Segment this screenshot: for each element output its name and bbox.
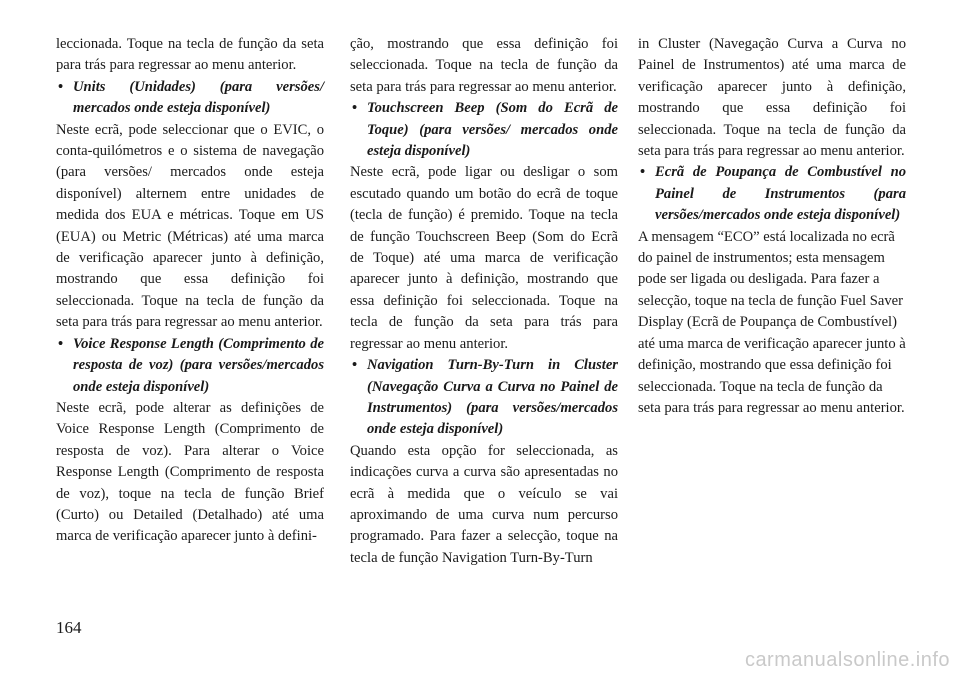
page-number: 164	[56, 618, 82, 637]
paragraph: Quando esta opção for seleccionada, as indicações curva a curva são apresentadas no ecrã à medida que o veículo se vai aproximando de uma curva num percurso programado. Para fazer a selecção, toque na tecla de função Navigation Turn-By-Turn	[350, 442, 618, 566]
section-heading-touchscreen-beep: • Touchscreen Beep (Som do Ecrã de Toque) (para versões/ mercados onde esteja disponível)	[350, 98, 618, 162]
paragraph: Neste ecrã, pode seleccionar que o EVIC, o conta-quilómetros e o sistema de navegação (para versões/ mercados onde esteja disponível) alternem entre unidades de medida dos EUA e métricas. Toque em US (EUA) ou Metric (Métricas) até uma marca de verificação aparecer junto à definição, mostrando que essa definição foi seleccionada. Toque na tecla de função da seta para trás para regressar ao menu anterior.	[56, 121, 324, 331]
paragraph: leccionada. Toque na tecla de função da seta para trás para regressar ao menu anterior.	[56, 36, 324, 74]
text-column-2	[350, 34, 618, 569]
section-heading-voice-response-length: • Voice Response Length (Comprimento de resposta de voz) (para versões/mercados onde esteja disponível)	[56, 334, 324, 398]
paragraph: A mensagem “ECO” está localizada no ecrã do painel de instrumentos; esta mensagem pode ser ligada ou desligada. Para fazer a selecção, toque na tecla de função Fuel Saver Display (Ecrã de Poupança de Combustível) até uma marca de verificação aparecer junto à definição, mostrando que essa definição foi seleccionada. Toque na tecla de função da seta para trás para regressar ao menu anterior.	[638, 228, 906, 416]
watermark: carmanualsonline.info	[744, 649, 950, 671]
paragraph: ção, mostrando que essa definição foi seleccionada. Toque na tecla de função da seta para trás para regressar ao menu anterior.	[350, 36, 618, 95]
text-column-1	[56, 34, 324, 548]
paragraph: Neste ecrã, pode alterar as definições de Voice Response Length (Comprimento de resposta de voz). Para alterar o Voice Response Length (Comprimento de resposta de voz), toque na tecla de função Brief (Curto) ou Detailed (Detalhado) até uma marca de verificação aparecer junto à defini-	[56, 399, 324, 545]
section-heading-fuel-saver-display: • Ecrã de Poupança de Combustível no Painel de Instrumentos (para versões/mercados onde esteja disponível)	[638, 162, 906, 226]
section-heading-navigation-turn-by-turn: • Navigation Turn-By-Turn in Cluster (Navegação Curva a Curva no Painel de Instrumentos) (para versões/mercados onde esteja disponível)	[350, 355, 618, 441]
text-column-3	[638, 34, 906, 419]
paragraph: in Cluster (Navegação Curva a Curva no Painel de Instrumentos) até uma marca de verificação aparecer junto à definição, mostrando que essa definição foi seleccionada. Toque na tecla de função da seta para trás para regressar ao menu anterior.	[638, 36, 906, 160]
paragraph: Neste ecrã, pode ligar ou desligar o som escutado quando um botão do ecrã de toque (tecla de função) é premido. Toque na tecla de função Touchscreen Beep (Som do Ecrã de Toque) até uma marca de verificação aparecer junto à definição, mostrando que essa definição foi seleccionada. Toque na tecla de função da seta para trás para regressar ao menu anterior.	[350, 164, 618, 352]
section-heading-units: • Units (Unidades) (para versões/ mercados onde esteja disponível)	[56, 77, 324, 120]
